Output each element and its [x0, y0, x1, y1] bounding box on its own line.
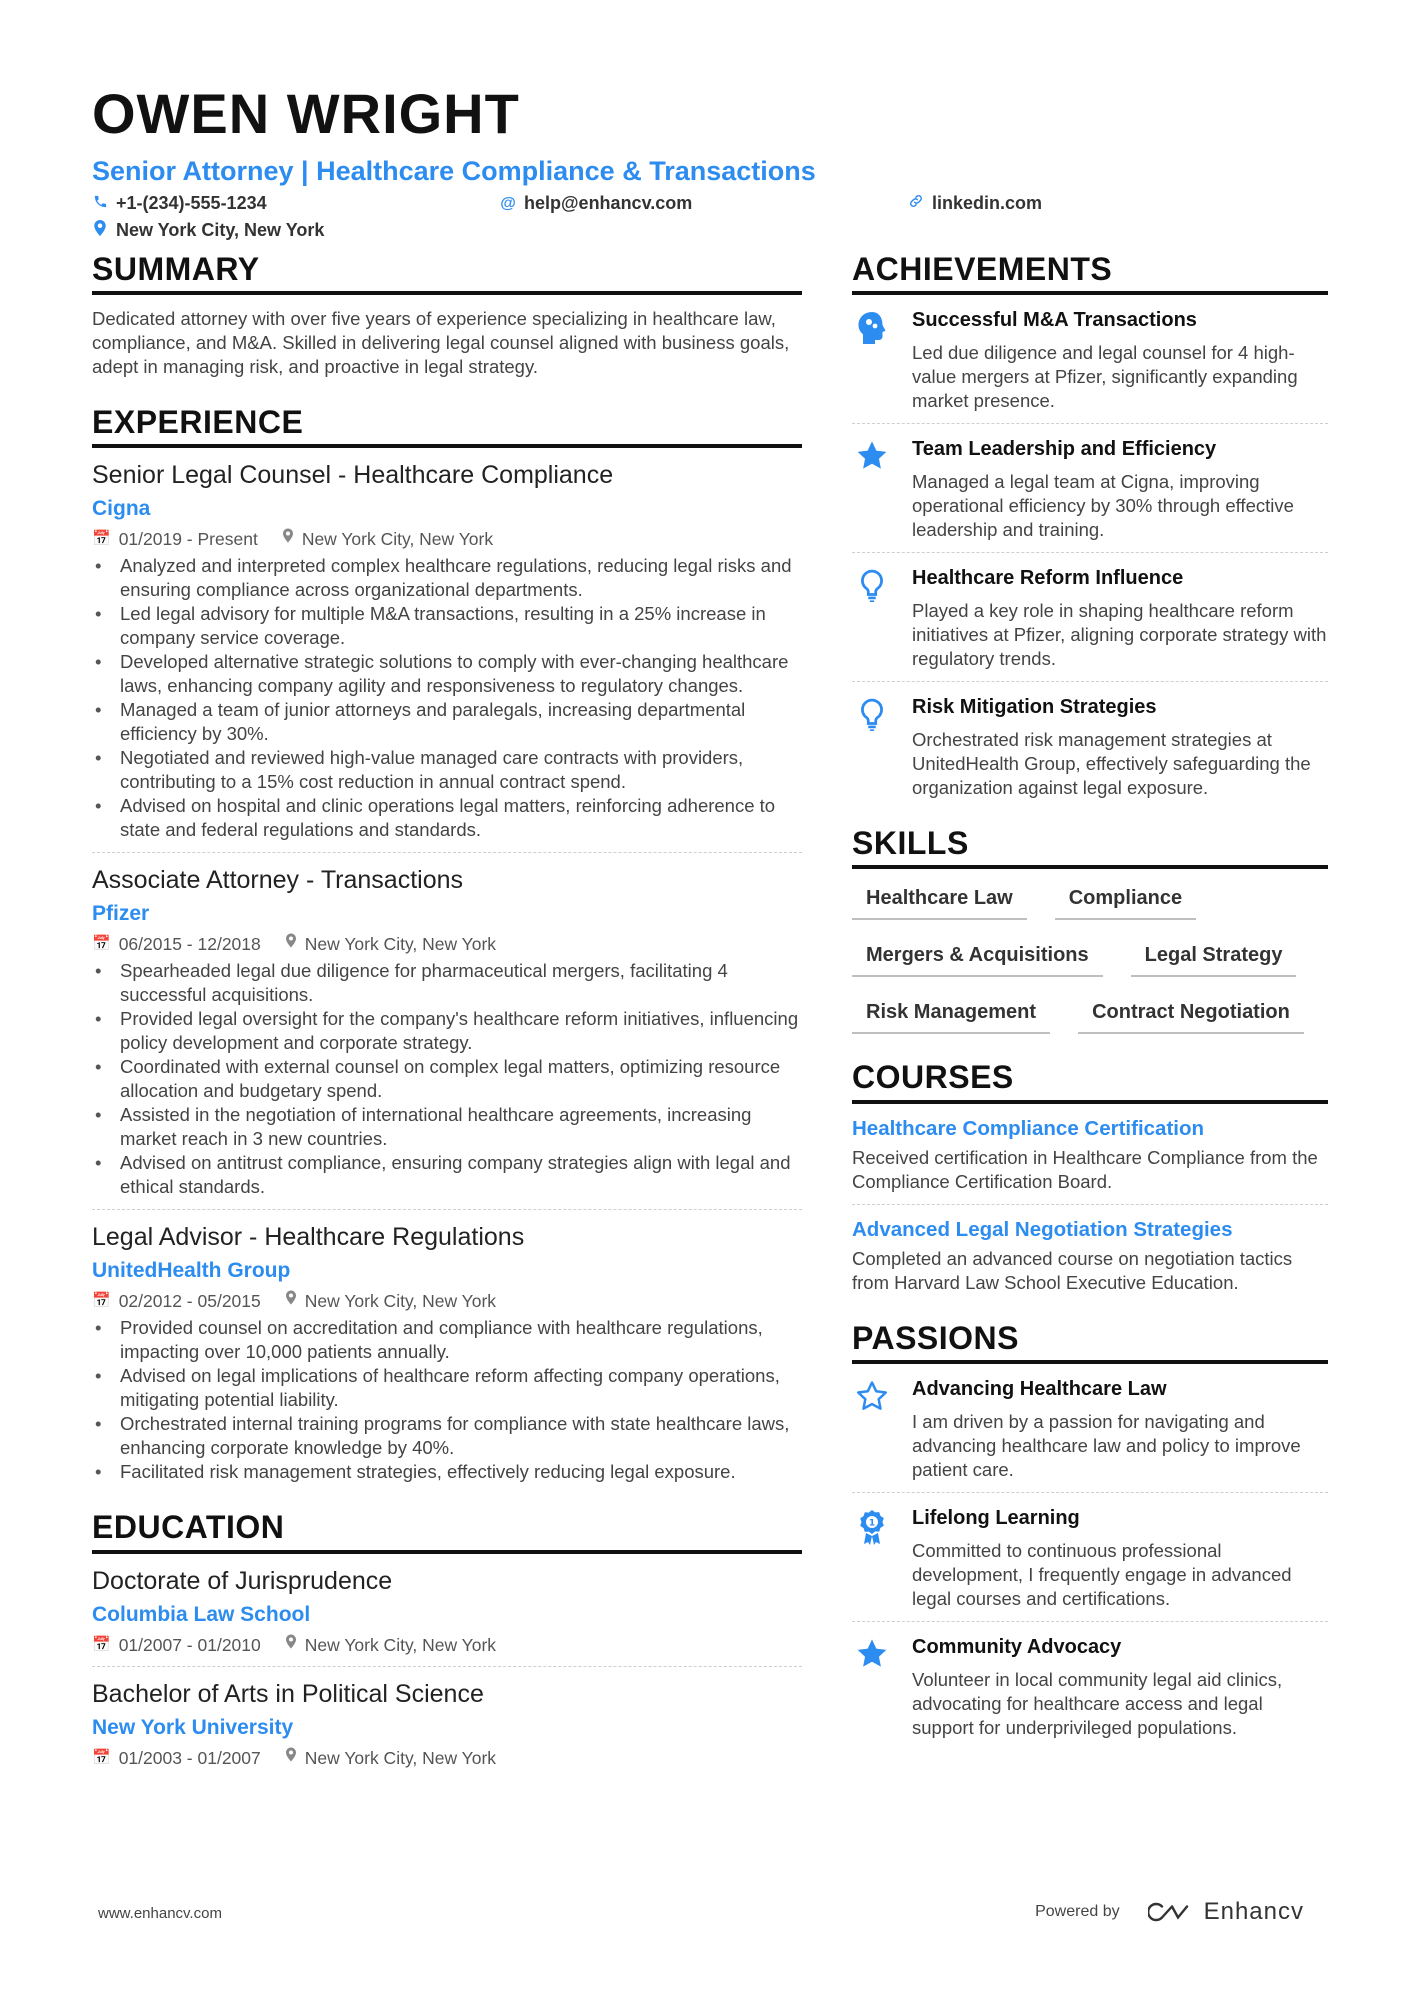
dates-text: 01/2003 - 01/2007: [118, 1747, 261, 1768]
achievements-heading: ACHIEVEMENTS: [852, 252, 1328, 295]
dates-text: 01/2019 - Present: [118, 529, 258, 550]
svg-text:1: 1: [868, 1518, 876, 1529]
achievement-desc: Played a key role in shaping healthcare reform initiatives at Pfizer, aligning corporate strategy with regulatory trends.: [912, 600, 1327, 670]
job-dates: [92, 1290, 261, 1312]
award-badge-icon: [852, 1505, 892, 1611]
achievement-item: [852, 307, 1328, 413]
location-text: New York City, New York: [304, 934, 497, 955]
divider: [92, 1209, 802, 1210]
footer-branding: [1035, 1898, 1304, 1926]
education-location: [285, 1634, 496, 1656]
divider: [852, 1621, 1328, 1622]
contact-row-2: [92, 220, 1328, 241]
lightbulb-icon: [852, 694, 892, 800]
passion-item: [852, 1376, 1328, 1482]
bullet-item: • Advised on antitrust compliance, ensuring company strategies align with legal and ethical standards.: [92, 1151, 802, 1199]
candidate-headline: Senior Attorney | Healthcare Compliance & Transactions: [92, 156, 816, 186]
course-title: Advanced Legal Negotiation Strategies: [852, 1217, 1233, 1241]
company-name: Pfizer: [92, 902, 150, 926]
achievement-title: Team Leadership and Efficiency: [912, 438, 1217, 461]
job-bullets: [92, 1316, 802, 1484]
divider: [92, 1666, 802, 1667]
passion-title: Advancing Healthcare Law: [912, 1377, 1167, 1400]
company-name: UnitedHealth Group: [92, 1259, 291, 1283]
education-entry: [92, 1679, 802, 1769]
phone-icon: [92, 194, 108, 214]
bullet-item: • Advised on legal implications of healthcare reform affecting company operations, mitigating potential liability.: [92, 1364, 802, 1412]
bullet-item: • Facilitated risk management strategies, effectively reducing legal exposure.: [92, 1460, 802, 1484]
skill-tag: Healthcare Law: [852, 881, 1027, 920]
achievement-desc: Led due diligence and legal counsel for 4 high-value mergers at Pfizer, significantly expanding market presence.: [912, 342, 1298, 412]
education-location: [285, 1747, 496, 1769]
location-pin-icon: [285, 1634, 297, 1656]
school-name: Columbia Law School: [92, 1602, 311, 1626]
location-pin-icon: [285, 933, 297, 955]
job-title: Legal Advisor - Healthcare Regulations: [92, 1223, 525, 1252]
passion-item: [852, 1634, 1328, 1740]
job-bullets: [92, 554, 802, 842]
skill-tag: Legal Strategy: [1131, 938, 1297, 977]
powered-by-label: Powered by: [1035, 1903, 1120, 1920]
bullet-item: • Provided counsel on accreditation and compliance with healthcare regulations, impacting over 10,000 patients annually.: [92, 1316, 802, 1364]
divider: [852, 1204, 1328, 1205]
candidate-name: OWEN WRIGHT: [92, 82, 520, 145]
dates-text: 06/2015 - 12/2018: [118, 934, 261, 955]
experience-heading: EXPERIENCE: [92, 405, 802, 448]
achievement-item: [852, 565, 1328, 671]
brand-logo[interactable]: [1148, 1898, 1304, 1926]
lightbulb-icon: [852, 565, 892, 671]
email-text[interactable]: help@enhancv.com: [524, 193, 693, 213]
calendar-icon: 📅: [92, 1635, 111, 1653]
star-icon: [852, 436, 892, 542]
job-dates: [92, 528, 258, 550]
passion-title: Lifelong Learning: [912, 1506, 1080, 1529]
bullet-item: • Orchestrated internal training programs for compliance with state healthcare laws, enhancing corporate knowledge by 40%.: [92, 1412, 802, 1460]
education-dates: [92, 1634, 261, 1656]
star-outline-icon: [852, 1376, 892, 1482]
achievement-title: Healthcare Reform Influence: [912, 567, 1184, 590]
job-location: [285, 933, 496, 955]
passions-section: [852, 1321, 1328, 1740]
skill-tag: Compliance: [1055, 881, 1196, 920]
job-meta: [92, 933, 802, 955]
achievement-item: [852, 436, 1328, 542]
summary-heading: SUMMARY: [92, 252, 802, 295]
skill-tag: Contract Negotiation: [1078, 995, 1304, 1034]
passion-desc: I am driven by a passion for navigating and advancing healthcare law and policy to improve patient care.: [912, 1410, 1301, 1480]
linkedin-text[interactable]: linkedin.com: [932, 193, 1043, 213]
divider: [852, 423, 1328, 424]
achievement-desc: Managed a legal team at Cigna, improving operational efficiency by 30% through effective leadership and training.: [912, 471, 1294, 541]
brain-head-icon: [852, 307, 892, 413]
location-text: New York City, New York: [116, 220, 325, 240]
job-title: Senior Legal Counsel - Healthcare Compliance: [92, 461, 614, 490]
course-item: [852, 1217, 1328, 1295]
calendar-icon: 📅: [92, 935, 111, 953]
job-meta: [92, 528, 802, 550]
star-icon: [852, 1634, 892, 1740]
divider: [92, 852, 802, 853]
location-text: New York City, New York: [304, 1747, 497, 1768]
summary-text: Dedicated attorney with over five years of experience specializing in healthcare law, compliance, and M&A. Skilled in delivering legal counsel aligned with business goals, adept in managing risk, and proactive in legal strategy.: [92, 308, 790, 378]
divider: [852, 552, 1328, 553]
calendar-icon: 📅: [92, 1292, 111, 1310]
passions-heading: PASSIONS: [852, 1321, 1328, 1364]
bullet-item: • Developed alternative strategic solutions to comply with ever-changing healthcare laws, enhancing company agility and responsiveness to regulatory changes.: [92, 650, 802, 698]
left-column: [92, 252, 802, 1769]
course-desc: Completed an advanced course on negotiation tactics from Harvard Law School Executive Education.: [852, 1247, 1293, 1293]
experience-section: [92, 405, 802, 1484]
brand-name: Enhancv: [1203, 1898, 1304, 1925]
passion-desc: Committed to continuous professional development, I frequently engage in advanced legal courses and certifications.: [912, 1539, 1292, 1609]
location-pin-icon: [285, 1747, 297, 1769]
skill-tag: Risk Management: [852, 995, 1050, 1034]
achievement-title: Risk Mitigation Strategies: [912, 696, 1157, 719]
location-pin-icon: [92, 220, 108, 241]
passion-title: Community Advocacy: [912, 1635, 1122, 1658]
job-title: Associate Attorney - Transactions: [92, 866, 464, 895]
course-item: [852, 1116, 1328, 1194]
link-icon: [908, 193, 924, 214]
job-location: [285, 1290, 496, 1312]
achievement-title: Successful M&A Transactions: [912, 309, 1197, 332]
job-meta: [92, 1290, 802, 1312]
calendar-icon: 📅: [92, 530, 111, 548]
at-icon: @: [500, 194, 516, 212]
skill-tag: Mergers & Acquisitions: [852, 938, 1103, 977]
resume-header: [92, 70, 1328, 241]
achievements-section: [852, 252, 1328, 800]
location-pin-icon: [285, 1290, 297, 1312]
enhancv-logo-icon: [1148, 1901, 1194, 1923]
education-entry: [92, 1566, 802, 1656]
experience-entry: [92, 1222, 802, 1484]
course-title: Healthcare Compliance Certification: [852, 1116, 1205, 1140]
achievement-desc: Orchestrated risk management strategies at UnitedHealth Group, effectively safeguarding the organization against legal exposure.: [912, 729, 1311, 799]
bullet-item: • Coordinated with external counsel on complex legal matters, optimizing resource allocation and budgetary spend.: [92, 1055, 802, 1103]
calendar-icon: 📅: [92, 1748, 111, 1766]
bullet-item: • Led legal advisory for multiple M&A transactions, resulting in a 25% increase in company service coverage.: [92, 602, 802, 650]
passion-item: [852, 1505, 1328, 1611]
experience-entry: [92, 865, 802, 1199]
footer-website[interactable]: www.enhancv.com: [98, 1905, 222, 1922]
contact-linkedin: [908, 193, 1042, 214]
degree-title: Doctorate of Jurisprudence: [92, 1566, 393, 1595]
bullet-item: • Negotiated and reviewed high-value managed care contracts with providers, contributing to a 15% cost reduction in annual contract spend.: [92, 746, 802, 794]
courses-heading: COURSES: [852, 1060, 1328, 1103]
courses-section: [852, 1060, 1328, 1294]
education-meta: [92, 1634, 802, 1656]
degree-title: Bachelor of Arts in Political Science: [92, 1679, 484, 1708]
bullet-item: • Analyzed and interpreted complex healthcare regulations, reducing legal risks and ensuring compliance across organizational departments.: [92, 554, 802, 602]
education-section: [92, 1510, 802, 1768]
location-text: New York City, New York: [304, 1291, 497, 1312]
location-pin-icon: [282, 528, 294, 550]
job-bullets: [92, 959, 802, 1199]
job-dates: [92, 933, 261, 955]
skills-list: [852, 881, 1328, 1034]
achievement-item: [852, 694, 1328, 800]
bullet-item: • Managed a team of junior attorneys and paralegals, increasing departmental efficiency by 30%.: [92, 698, 802, 746]
phone-text[interactable]: +1-(234)-555-1234: [116, 193, 267, 213]
contact-phone: [92, 193, 500, 214]
passion-desc: Volunteer in local community legal aid clinics, advocating for healthcare access and legal support for underprivileged populations.: [912, 1668, 1283, 1738]
skills-heading: SKILLS: [852, 826, 1328, 869]
location-text: New York City, New York: [301, 529, 494, 550]
job-location: [282, 528, 493, 550]
education-dates: [92, 1747, 261, 1769]
summary-section: [92, 252, 802, 379]
contact-email: [500, 193, 908, 214]
divider: [852, 1492, 1328, 1493]
right-column: [852, 252, 1328, 1740]
education-heading: EDUCATION: [92, 1510, 802, 1553]
bullet-item: • Provided legal oversight for the company's healthcare reform initiatives, influencing policy development and corporate strategy.: [92, 1007, 802, 1055]
bullet-item: • Advised on hospital and clinic operations legal matters, reinforcing adherence to state and federal regulations and standards.: [92, 794, 802, 842]
company-name: Cigna: [92, 497, 151, 521]
skills-section: [852, 826, 1328, 1034]
course-desc: Received certification in Healthcare Compliance from the Compliance Certification Board.: [852, 1146, 1318, 1192]
contact-location: [92, 220, 324, 241]
contact-row: [92, 193, 1328, 214]
bullet-item: • Spearheaded legal due diligence for pharmaceutical mergers, facilitating 4 successful acquisitions.: [92, 959, 802, 1007]
divider: [852, 681, 1328, 682]
school-name: New York University: [92, 1715, 294, 1739]
bullet-item: • Assisted in the negotiation of international healthcare agreements, increasing market reach in 3 new countries.: [92, 1103, 802, 1151]
dates-text: 01/2007 - 01/2010: [118, 1634, 261, 1655]
experience-entry: [92, 460, 802, 842]
education-meta: [92, 1747, 802, 1769]
dates-text: 02/2012 - 05/2015: [118, 1291, 261, 1312]
location-text: New York City, New York: [304, 1634, 497, 1655]
